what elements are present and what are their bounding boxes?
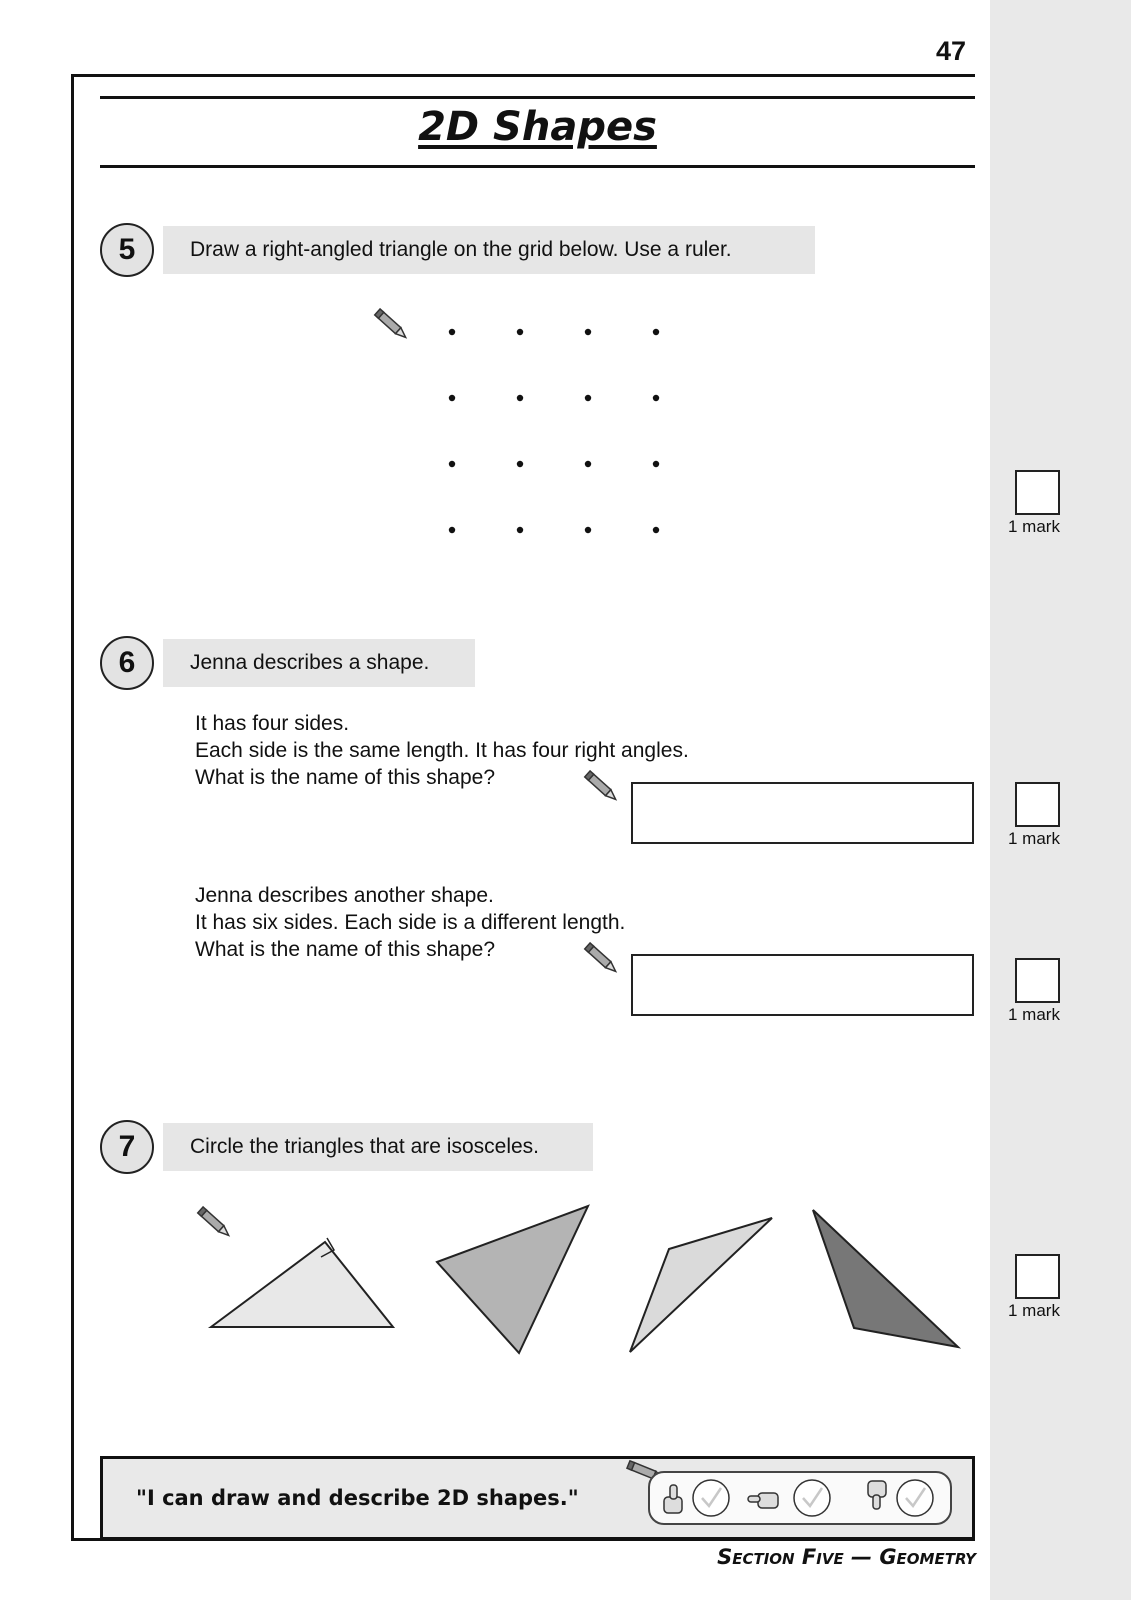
self-rating-options	[648, 1471, 952, 1525]
question-6-part-1-line: What is the name of this shape?	[195, 766, 495, 789]
frame-top-border	[71, 74, 975, 77]
mark-label-q5: 1 mark	[1008, 517, 1060, 536]
title-rule-top	[100, 96, 975, 99]
rating-option-thumbs-down[interactable]	[868, 1480, 933, 1516]
question-6-part-2-line: What is the name of this shape?	[195, 938, 495, 961]
question-7-prompt: Circle the triangles that are isosceles.	[163, 1123, 593, 1171]
title-rule-bottom	[100, 165, 975, 168]
triangle-dark-grey[interactable]	[813, 1210, 958, 1347]
mark-label-q6a: 1 mark	[1008, 829, 1060, 848]
question-5-number: 5	[100, 223, 154, 277]
pencil-icon	[372, 306, 414, 346]
dot-grid[interactable]	[440, 322, 662, 532]
question-6-number: 6	[100, 636, 154, 690]
thumbs-sideways-icon	[748, 1493, 778, 1508]
answer-box-q6b[interactable]	[631, 954, 974, 1016]
question-7-number: 7	[100, 1120, 154, 1174]
triangle-right-angled[interactable]	[211, 1238, 393, 1327]
question-6-part-2-line: It has six sides. Each side is a different length.	[195, 911, 626, 934]
mark-box-q5[interactable]	[1015, 470, 1060, 515]
question-5-prompt: Draw a right-angled triangle on the grid below. Use a ruler.	[163, 226, 815, 274]
mark-label-q7: 1 mark	[1008, 1301, 1060, 1320]
self-assessment-box	[100, 1456, 975, 1540]
triangle-light-grey[interactable]	[630, 1218, 772, 1352]
page-number: 47	[936, 36, 967, 66]
mark-box-q6a[interactable]	[1015, 782, 1060, 827]
question-6-part-2-text	[195, 882, 625, 963]
triangle-medium-grey[interactable]	[437, 1206, 588, 1353]
pencil-icon	[582, 940, 624, 980]
question-6-part-1-line: It has four sides.	[195, 712, 350, 735]
pencil-icon	[582, 768, 624, 808]
question-6-prompt: Jenna describes a shape.	[163, 639, 475, 687]
self-assessment-statement: "I can draw and describe 2D shapes."	[136, 1486, 579, 1510]
answer-box-q6a[interactable]	[631, 782, 974, 844]
section-footer: Section Five — Geometry	[717, 1545, 976, 1569]
page-title: 2D Shapes	[418, 104, 657, 150]
triangles-area	[205, 1200, 965, 1360]
marking-margin	[990, 0, 1131, 1600]
mark-label-q6b: 1 mark	[1008, 1005, 1060, 1024]
question-6-part-1-line: Each side is the same length. It has four right angles.	[195, 739, 689, 762]
rating-option-thumbs-up[interactable]	[664, 1480, 729, 1516]
thumbs-down-icon	[868, 1481, 886, 1509]
thumbs-up-icon	[664, 1485, 682, 1513]
frame-left-border	[71, 74, 74, 1541]
mark-box-q7[interactable]	[1015, 1254, 1060, 1299]
mark-box-q6b[interactable]	[1015, 958, 1060, 1003]
question-6-part-2-line: Jenna describes another shape.	[195, 884, 494, 907]
rating-option-thumbs-sideways[interactable]	[748, 1480, 830, 1516]
